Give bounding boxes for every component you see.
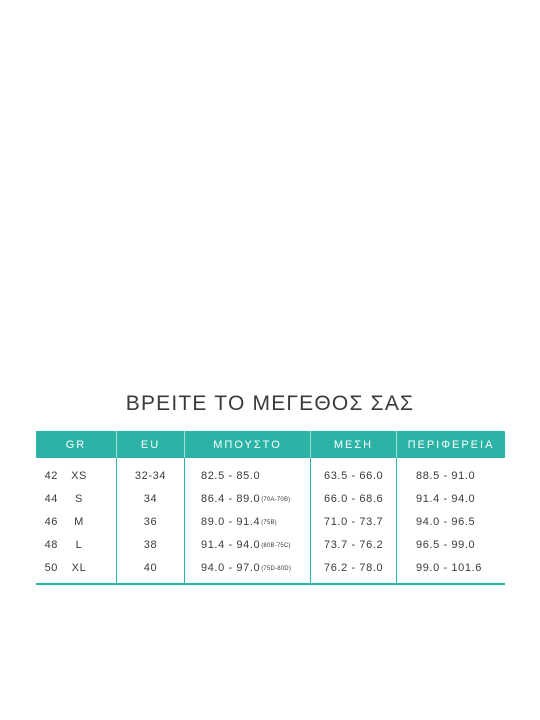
table-cell-eu: 32-34 [134, 469, 167, 482]
bust-range: 86.4 - 89.0 [201, 492, 261, 505]
gr-size-letter: L [75, 538, 83, 551]
bra-size-note: (75B) [261, 519, 277, 526]
gr-number: 46 [44, 515, 58, 528]
page-title: ΒΡΕΙΤΕ ΤΟ ΜΕΓΕΘΟΣ ΣΑΣ [125, 392, 415, 415]
table-cell-waist: 71.0 - 73.7 [324, 515, 384, 528]
header-gr: GR [65, 438, 87, 451]
gr-number: 50 [44, 561, 58, 574]
bra-size-note: (80B-75C) [261, 542, 291, 549]
table-cell-gr [36, 487, 116, 510]
table-header-row [36, 431, 505, 458]
gr-number: 48 [44, 538, 58, 551]
table-cell-bust [185, 556, 310, 579]
bra-size-note: (70A-70B) [261, 496, 291, 503]
table-cell-gr [36, 464, 116, 487]
gr-size-letter: XS [71, 469, 87, 482]
table-cell-hips: 96.5 - 99.0 [416, 538, 476, 551]
table-cell-bust [185, 533, 310, 556]
column-hips [396, 458, 505, 583]
header-eu: EU [116, 431, 184, 458]
bust-range: 94.0 - 97.0 [201, 561, 261, 574]
table-cell-waist: 76.2 - 78.0 [324, 561, 384, 574]
table-cell-hips: 91.4 - 94.0 [416, 492, 476, 505]
table-cell-bust [185, 487, 310, 510]
gr-number: 42 [44, 469, 58, 482]
column-bust [184, 458, 310, 583]
header-hips: ΠΕΡΙΦΕΡΕΙΑ [396, 431, 505, 458]
table-cell-hips: 94.0 - 96.5 [416, 515, 476, 528]
table-cell-eu: 36 [143, 515, 158, 528]
table-cell-bust [185, 510, 310, 533]
table-cell-waist: 66.0 - 68.6 [324, 492, 384, 505]
table-cell-gr [36, 556, 116, 579]
table-cell-eu: 38 [143, 538, 158, 551]
table-cell-waist: 73.7 - 76.2 [324, 538, 384, 551]
bust-range: 91.4 - 94.0 [201, 538, 261, 551]
table-cell-gr [36, 510, 116, 533]
gr-size-letter: S [75, 492, 83, 505]
size-chart-table [36, 431, 505, 585]
bust-range: 89.0 - 91.4 [201, 515, 261, 528]
bust-range: 82.5 - 85.0 [201, 469, 261, 482]
gr-size-letter: XL [71, 561, 87, 574]
table-body [36, 458, 505, 585]
gr-number: 44 [44, 492, 58, 505]
table-cell-waist: 63.5 - 66.0 [324, 469, 384, 482]
column-waist [310, 458, 396, 583]
bra-size-note: (75D-80D) [261, 565, 292, 572]
table-cell-eu: 40 [143, 561, 158, 574]
gr-size-letter: M [74, 515, 84, 528]
header-bust: ΜΠΟΥΣΤΟ [184, 431, 310, 458]
table-cell-bust [185, 464, 310, 487]
table-cell-hips: 99.0 - 101.6 [416, 561, 482, 574]
table-cell-hips: 88.5 - 91.0 [416, 469, 476, 482]
header-waist: ΜΕΣΗ [310, 431, 396, 458]
table-cell-gr [36, 533, 116, 556]
column-gr [36, 458, 116, 583]
column-eu [116, 458, 184, 583]
table-cell-eu: 34 [143, 492, 158, 505]
